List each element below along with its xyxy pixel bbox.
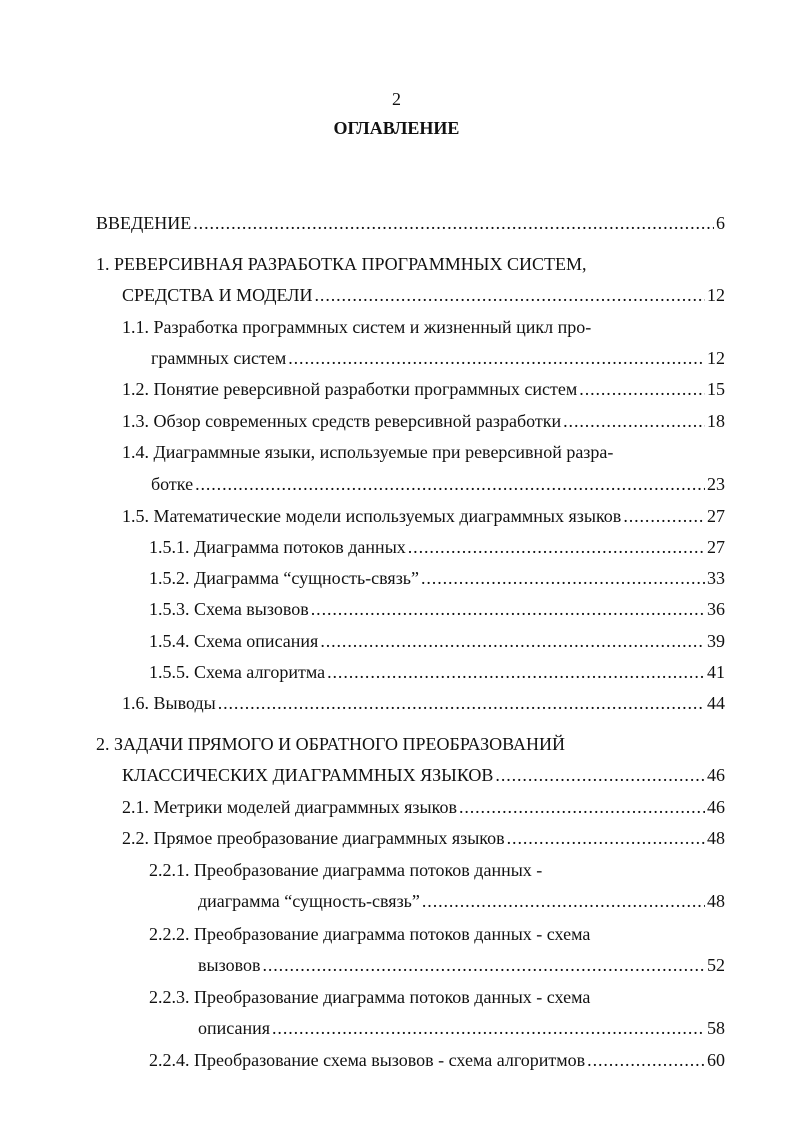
toc-entry-2-2: [122, 826, 725, 850]
toc-entry-page: 6: [716, 213, 725, 233]
toc-entry-page: 41: [707, 662, 725, 682]
page-number: 2: [392, 89, 401, 109]
toc-entry-text: описания: [198, 1018, 271, 1038]
dot-leader: [315, 283, 705, 307]
toc-entry-text: ботке: [151, 474, 194, 494]
dot-leader: [459, 795, 705, 819]
toc-entry-1-5-4: [149, 629, 725, 653]
toc-entry-1-2: [122, 377, 725, 401]
toc-entry-1-5-5: [149, 660, 725, 684]
toc-entry-text: 1.5.4. Схема описания: [149, 631, 319, 651]
toc-entry-1-4-cont: [151, 472, 725, 496]
dot-leader: [563, 409, 705, 433]
toc-entry-page: 27: [707, 537, 725, 557]
toc-entry-text: 1.2. Понятие реверсивной разработки программных систем: [122, 379, 578, 399]
toc-entry-text: 1.4. Диаграммные языки, используемые при реверсивной разра-: [122, 442, 614, 462]
toc-entry-1-5-1: [149, 535, 725, 559]
toc-entry-page: 52: [707, 955, 725, 975]
toc-entry-introduction: [96, 211, 725, 235]
toc-entry-page: 18: [707, 411, 725, 431]
toc-entry-1-1: [122, 315, 725, 339]
toc-entry-text: 2.2.1. Преобразование диаграмма потоков данных -: [149, 860, 543, 880]
toc-entry-text: 2.2.2. Преобразование диаграмма потоков данных - схема: [149, 924, 591, 944]
toc-entry-1-1-cont: [151, 346, 725, 370]
dot-leader: [495, 763, 705, 787]
toc-entry-text: 1.5.3. Схема вызовов: [149, 599, 309, 619]
toc-entry-text: 1.5. Математические модели используемых диаграммных языков: [122, 506, 622, 526]
toc-entry-text: ВВЕДЕНИЕ: [96, 213, 192, 233]
toc-entry-page: 15: [707, 379, 725, 399]
toc-entry-chapter-1-cont: [122, 283, 725, 307]
toc-entry-page: 23: [707, 474, 725, 494]
toc-entry-1-5-2: [149, 566, 725, 590]
dot-leader: [262, 953, 705, 977]
toc-entry-1-6: [122, 691, 725, 715]
dot-leader: [320, 629, 705, 653]
toc-entry-text: 2.2.4. Преобразование схема вызовов - схема алгоритмов: [149, 1050, 586, 1070]
toc-entry-page: 12: [707, 285, 725, 305]
dot-leader: [327, 660, 705, 684]
toc-entry-chapter-1: [96, 252, 725, 276]
dot-leader: [311, 597, 705, 621]
dot-leader: [507, 826, 705, 850]
toc-entry-page: 60: [707, 1050, 725, 1070]
toc-entry-text: граммных систем: [151, 348, 287, 368]
toc-entry-text: 1.5.5. Схема алгоритма: [149, 662, 326, 682]
toc-entry-text: диаграмма “сущность-связь”: [198, 891, 420, 911]
toc-entry-2-2-3: [149, 985, 725, 1009]
toc-entry-1-5-3: [149, 597, 725, 621]
toc-entry-text: 1.1. Разработка программных систем и жизненный цикл про-: [122, 317, 592, 337]
toc-entry-text: КЛАССИЧЕСКИХ ДИАГРАММНЫХ ЯЗЫКОВ: [122, 765, 494, 785]
toc-entry-2-2-1-cont: [198, 889, 725, 913]
dot-leader: [408, 535, 705, 559]
dot-leader: [623, 504, 705, 528]
dot-leader: [272, 1016, 705, 1040]
toc-entry-chapter-2: [96, 732, 725, 756]
toc-entry-chapter-2-cont: [122, 763, 725, 787]
dot-leader: [421, 566, 705, 590]
toc-entry-text: 1.3. Обзор современных средств реверсивной разработки: [122, 411, 562, 431]
toc-entry-1-4: [122, 440, 725, 464]
toc-entry-2-2-4: [149, 1048, 725, 1072]
toc-entry-page: 27: [707, 506, 725, 526]
toc-entry-text: 1.5.1. Диаграмма потоков данных: [149, 537, 406, 557]
toc-entry-page: 39: [707, 631, 725, 651]
toc-entry-2-2-3-cont: [198, 1016, 725, 1040]
toc-entry-page: 46: [707, 797, 725, 817]
toc-entry-text: 2. ЗАДАЧИ ПРЯМОГО И ОБРАТНОГО ПРЕОБРАЗОВАНИЙ: [96, 734, 565, 754]
dot-leader: [193, 211, 714, 235]
dot-leader: [587, 1048, 705, 1072]
dot-leader: [218, 691, 705, 715]
toc-entry-1-3: [122, 409, 725, 433]
toc-entry-page: 12: [707, 348, 725, 368]
toc-entry-1-5: [122, 504, 725, 528]
toc-entry-page: 46: [707, 765, 725, 785]
toc-entry-page: 58: [707, 1018, 725, 1038]
toc-entry-2-2-1: [149, 858, 725, 882]
toc-entry-text: 1.6. Выводы: [122, 693, 216, 713]
toc-entry-text: 2.1. Метрики моделей диаграммных языков: [122, 797, 457, 817]
toc-entry-2-2-2-cont: [198, 953, 725, 977]
toc-entry-text: 2.2. Прямое преобразование диаграммных языков: [122, 828, 505, 848]
toc-title: ОГЛАВЛЕНИЕ: [333, 118, 460, 138]
dot-leader: [288, 346, 705, 370]
toc-entry-page: 33: [707, 568, 725, 588]
toc-entry-text: СРЕДСТВА И МОДЕЛИ: [122, 285, 313, 305]
toc-entry-2-1: [122, 795, 725, 819]
toc-entry-2-2-2: [149, 922, 725, 946]
dot-leader: [422, 889, 705, 913]
toc-entry-text: вызовов: [198, 955, 261, 975]
toc-entry-text: 2.2.3. Преобразование диаграмма потоков данных - схема: [149, 987, 591, 1007]
dot-leader: [579, 377, 705, 401]
toc-entry-page: 36: [707, 599, 725, 619]
toc-entry-text: 1.5.2. Диаграмма “сущность-связь”: [149, 568, 419, 588]
toc-entry-page: 44: [707, 693, 725, 713]
toc-entry-page: 48: [707, 828, 725, 848]
toc-entry-page: 48: [707, 891, 725, 911]
dot-leader: [195, 472, 705, 496]
toc-entry-text: 1. РЕВЕРСИВНАЯ РАЗРАБОТКА ПРОГРАММНЫХ СИСТЕМ,: [96, 254, 587, 274]
